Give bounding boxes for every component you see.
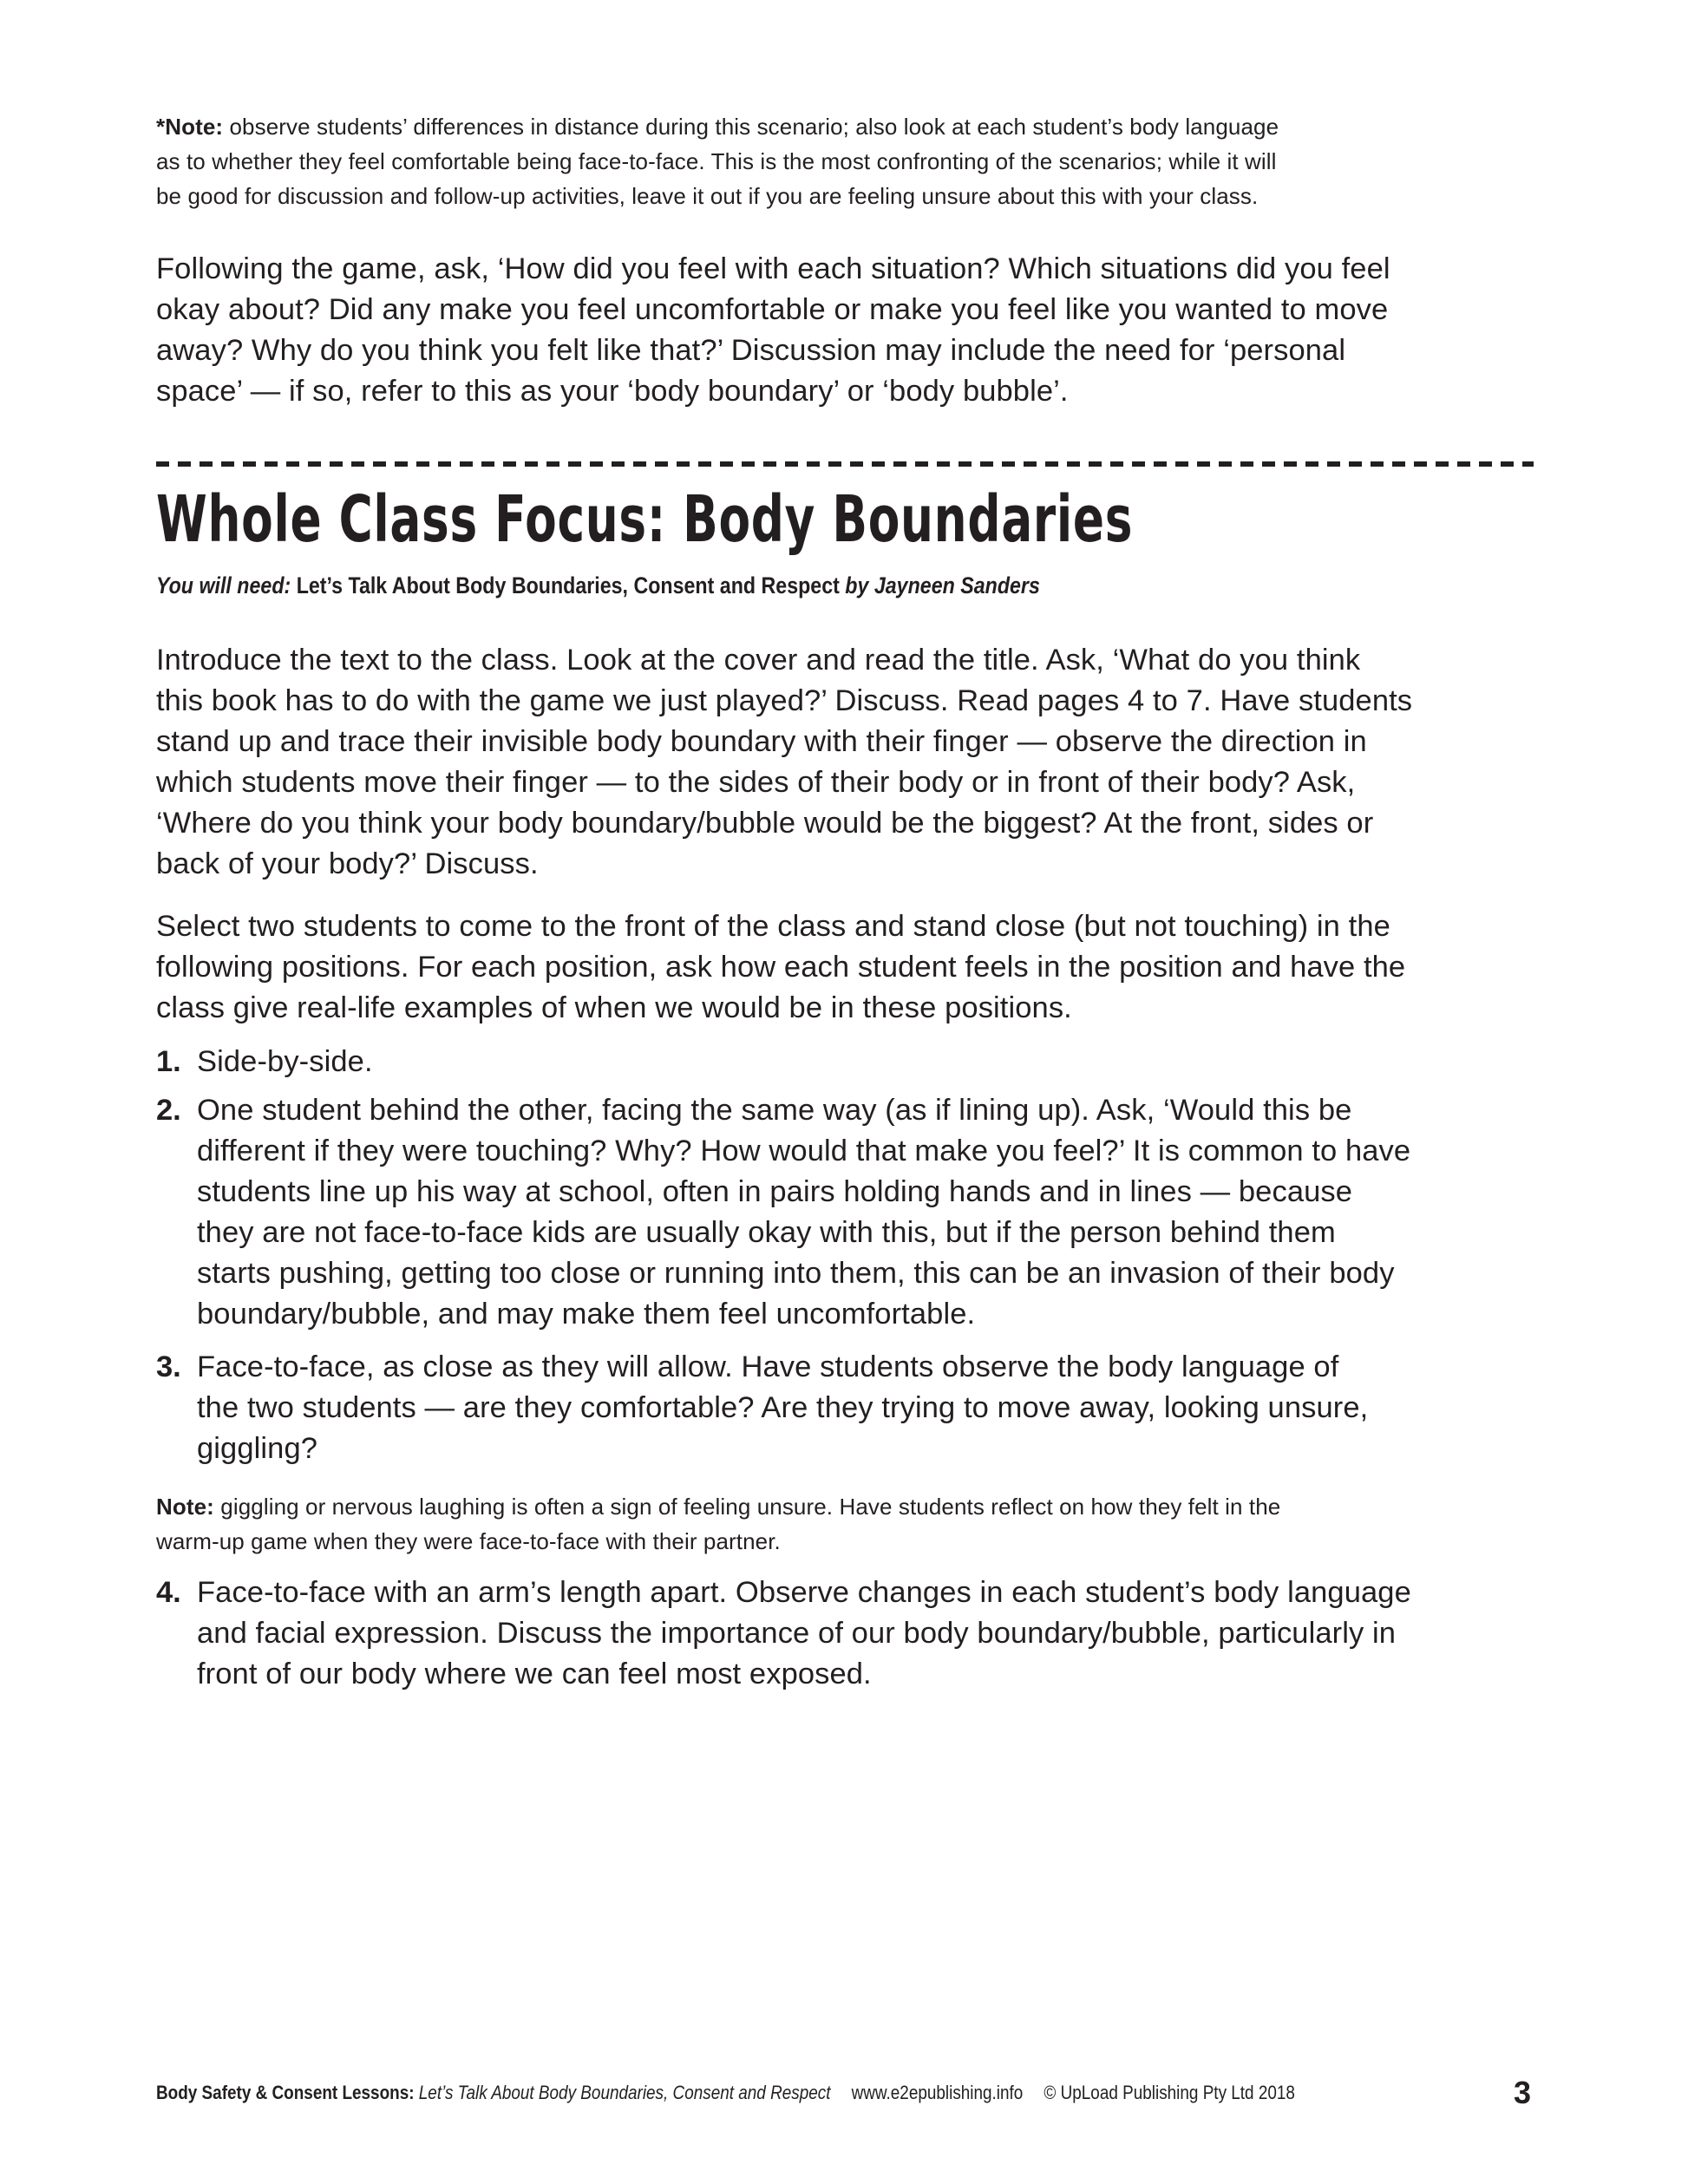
book-title: Let’s Talk About Body Boundaries, Consent and Respect xyxy=(291,572,846,598)
select-line-3: class give real-life examples of when we would be in these positions. xyxy=(156,991,1072,1024)
intro-line-2: this book has to do with the game we just played?’ Discuss. Read pages 4 to 7. Have students xyxy=(156,684,1413,717)
following-line-2: okay about? Did any make you feel uncomfortable or make you feel like you wanted to move xyxy=(156,293,1389,326)
note-bottom-label: Note: xyxy=(156,1494,214,1520)
list-number-2: 2. xyxy=(156,1094,181,1127)
intro-line-1: Introduce the text to the class. Look at the cover and read the title. Ask, ‘What do you think xyxy=(156,644,1361,677)
page-number: 3 xyxy=(1514,2075,1532,2110)
intro-line-5: ‘Where do you think your body boundary/bubble would be the biggest? At the front, sides or xyxy=(156,807,1374,840)
list-number-3: 3. xyxy=(156,1350,181,1383)
note-bottom-line-2: warm-up game when they were face-to-face with their partner. xyxy=(156,1528,781,1554)
intro-line-4: which students move their finger — to the sides of their body or in front of their body? Ask, xyxy=(156,766,1356,799)
note-bottom-line-1 xyxy=(156,1494,1280,1520)
you-will-need-label: You will need: xyxy=(156,572,291,598)
following-line-3: away? Why do you think you felt like that?’ Discussion may include the need for ‘personal xyxy=(156,334,1346,367)
list-number-1: 1. xyxy=(156,1045,181,1078)
note-bottom-text: giggling or nervous laughing is often a sign of feeling unsure. Have students reflect on how they felt in the xyxy=(213,1494,1281,1520)
list-item-3-line-2: the two students — are they comfortable? Are they trying to move away, looking unsure, xyxy=(197,1391,1369,1424)
intro-line-6: back of your body?’ Discuss. xyxy=(156,847,539,880)
footer-copyright: © UpLoad Publishing Pty Ltd 2018 xyxy=(1044,2082,1295,2103)
section-title: Whole Class Focus: Body Boundaries xyxy=(156,482,1134,557)
intro-line-3: stand up and trace their invisible body boundary with their finger — observe the direction in xyxy=(156,725,1367,758)
note-top-line-3: be good for discussion and follow-up activities, leave it out if you are feeling unsure about this with your class. xyxy=(156,183,1259,209)
list-item-3-line-3: giggling? xyxy=(197,1432,318,1465)
footer-series: Body Safety & Consent Lessons: xyxy=(156,2082,415,2103)
select-line-1: Select two students to come to the front of the class and stand close (but not touching) in the xyxy=(156,910,1390,943)
list-item-2-line-1: One student behind the other, facing the same way (as if lining up). Ask, ‘Would this be xyxy=(197,1094,1352,1127)
list-item-3-line-1: Face-to-face, as close as they will allow. Have students observe the body language of xyxy=(197,1350,1339,1383)
list-number-4: 4. xyxy=(156,1576,181,1609)
list-item-2-line-2: different if they were touching? Why? How would that make you feel?’ It is common to have xyxy=(197,1135,1411,1167)
select-line-2: following positions. For each position, ask how each student feels in the position and have the xyxy=(156,951,1406,984)
footer-book: Let’s Talk About Body Boundaries, Consent and Respect xyxy=(414,2082,831,2103)
list-item-4-line-2: and facial expression. Discuss the importance of our body boundary/bubble, particularly in xyxy=(197,1617,1397,1650)
dashed-divider xyxy=(156,461,1534,467)
page-footer xyxy=(156,2082,1295,2104)
note-top-text: observe students’ differences in distance during this scenario; also look at each student’s body language xyxy=(223,114,1279,140)
note-top-line-1 xyxy=(156,114,1279,141)
list-item-2-line-5: starts pushing, getting too close or running into them, this can be an invasion of their body xyxy=(197,1257,1395,1290)
following-line-4: space’ — if so, refer to this as your ‘body boundary’ or ‘body bubble’. xyxy=(156,375,1069,408)
list-item-2-line-6: boundary/bubble, and may make them feel uncomfortable. xyxy=(197,1298,976,1331)
book-author: by Jayneen Sanders xyxy=(845,572,1040,598)
list-item-4-line-3: front of our body where we can feel most exposed. xyxy=(197,1658,872,1690)
list-item-1-line-1: Side-by-side. xyxy=(197,1045,373,1078)
note-top-label: *Note: xyxy=(156,114,224,140)
you-will-need-line xyxy=(156,572,1040,599)
list-item-2-line-4: they are not face-to-face kids are usually okay with this, but if the person behind them xyxy=(197,1216,1336,1249)
footer-website[interactable]: www.e2epublishing.info xyxy=(851,2082,1024,2103)
list-item-4-line-1: Face-to-face with an arm’s length apart. Observe changes in each student’s body language xyxy=(197,1576,1411,1609)
list-item-2-line-3: students line up his way at school, often in pairs holding hands and in lines — because xyxy=(197,1175,1353,1208)
following-line-1: Following the game, ask, ‘How did you feel with each situation? Which situations did you feel xyxy=(156,252,1390,285)
note-top-line-2: as to whether they feel comfortable being face-to-face. This is the most confronting of the scenarios; while it will xyxy=(156,148,1277,174)
